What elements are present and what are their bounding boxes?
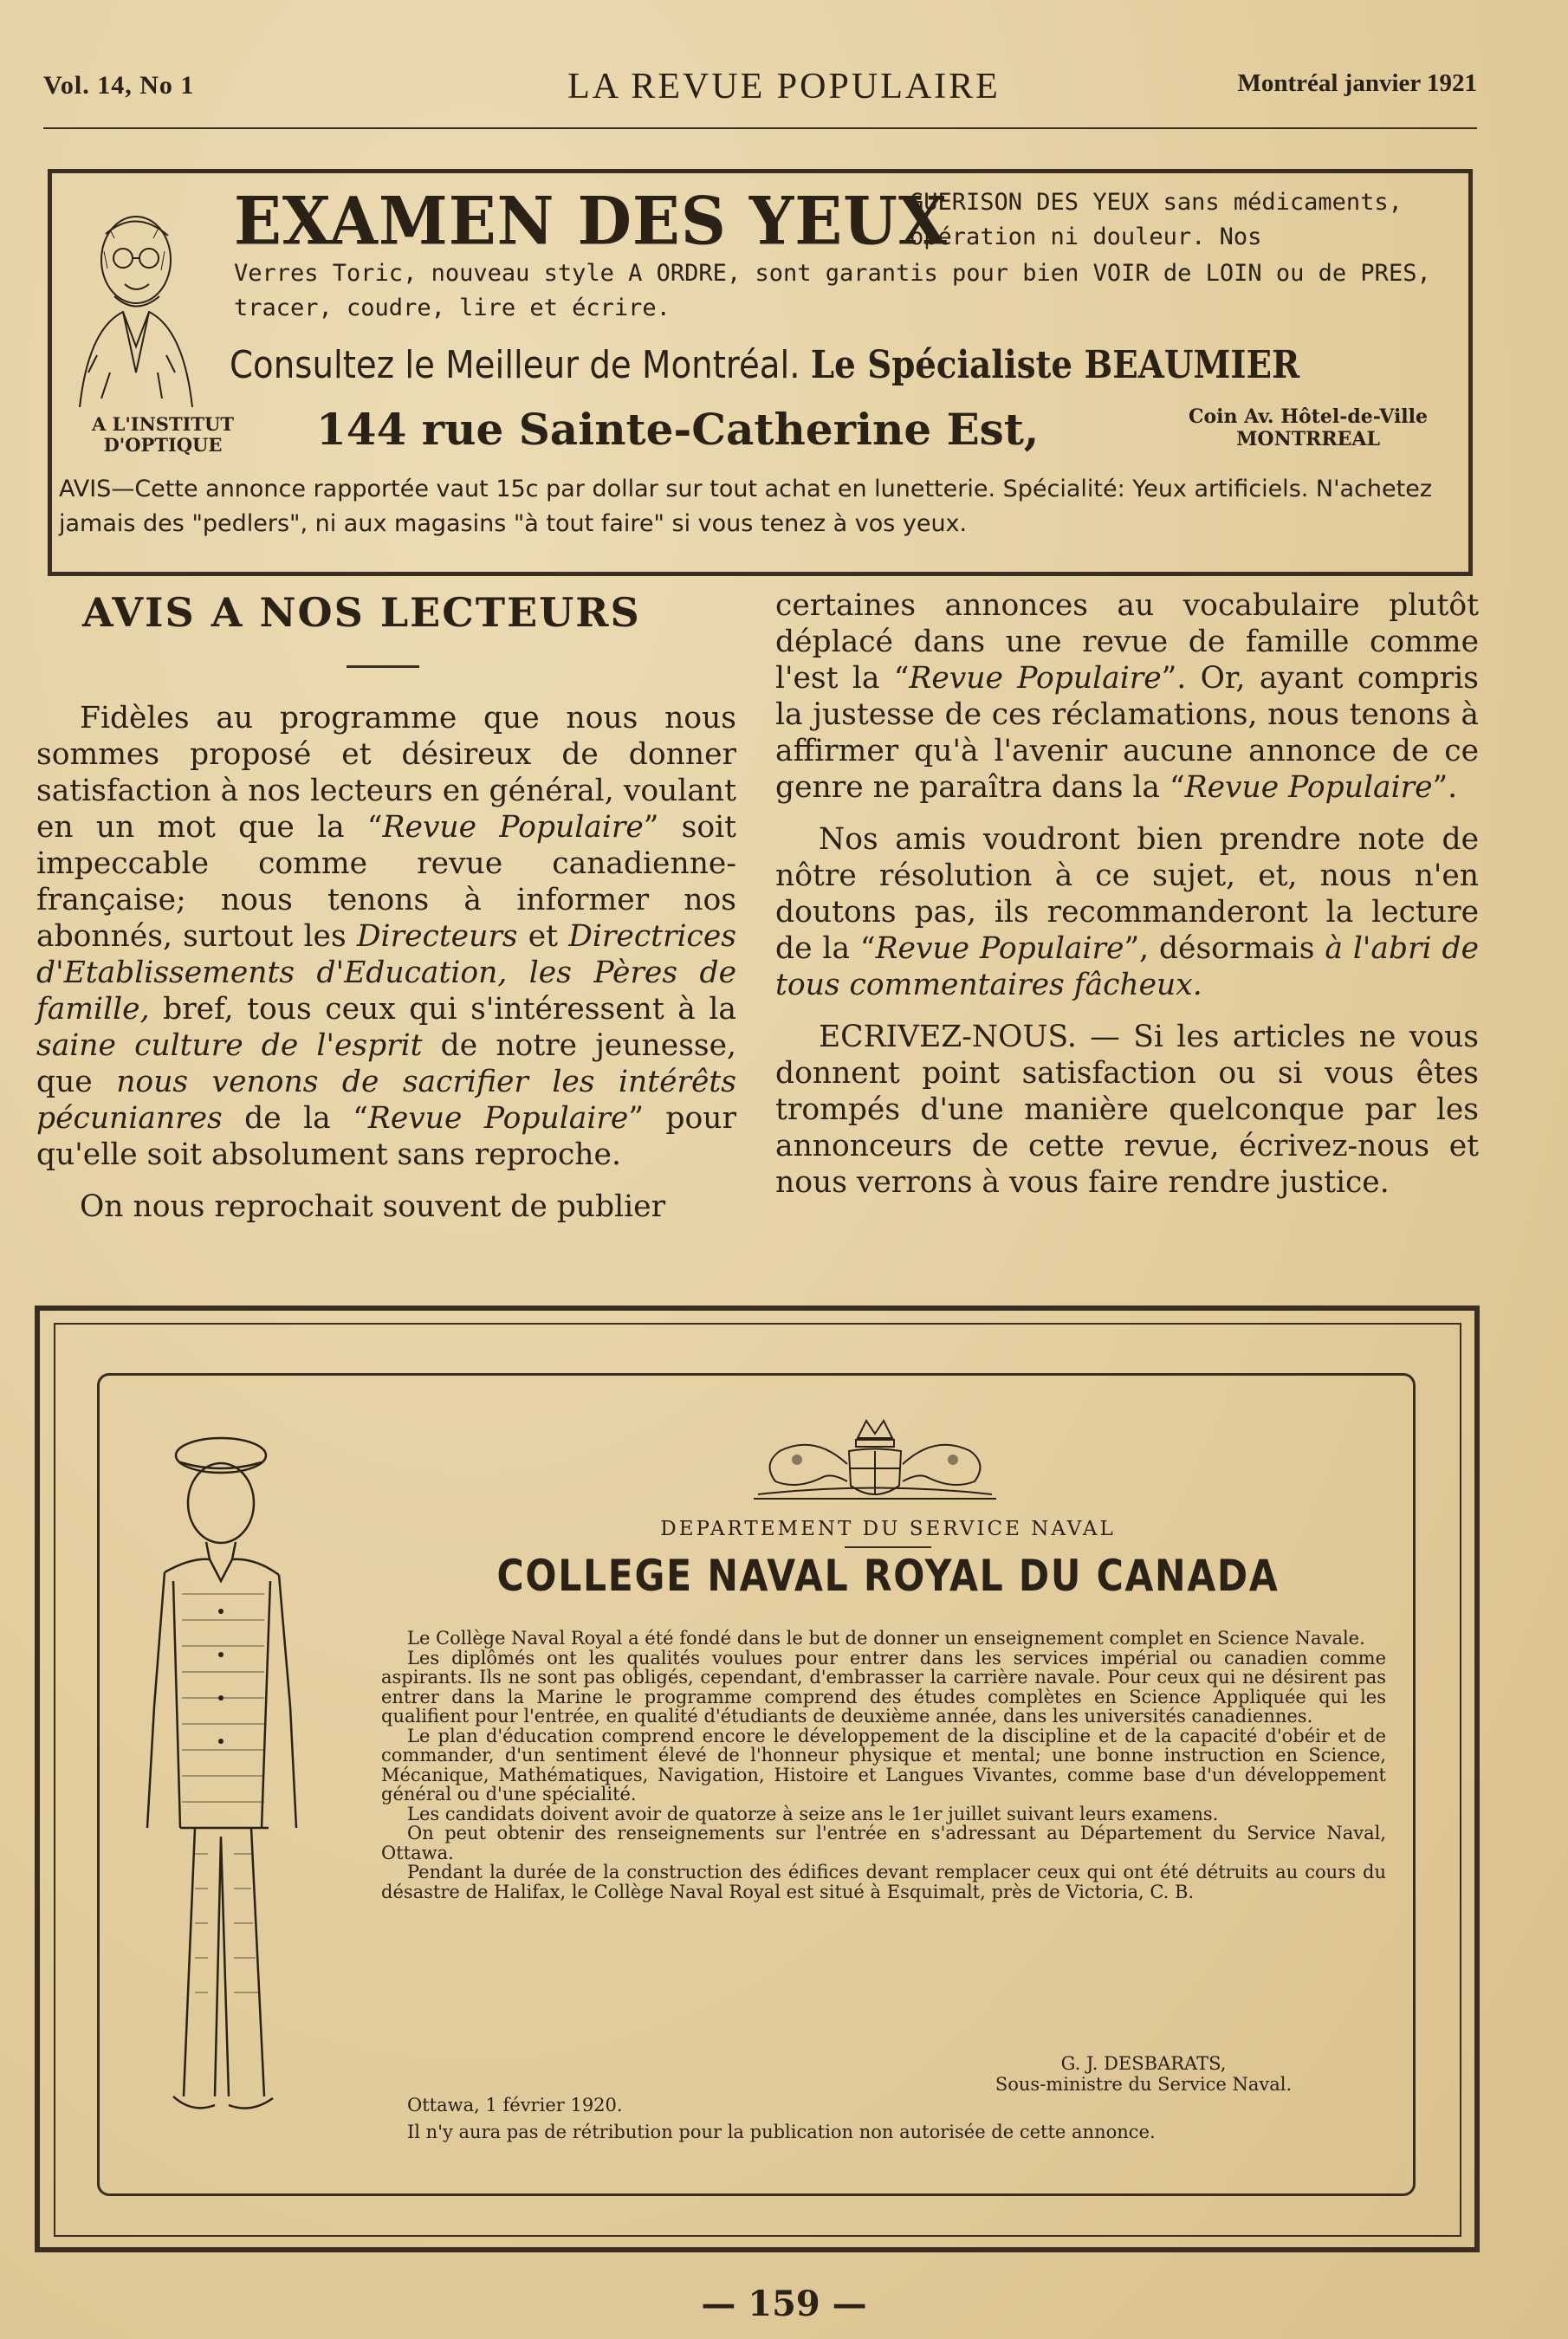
naval-ad-date: Ottawa, 1 février 1920. [407,2095,623,2115]
naval-paragraph: Le plan d'éducation comprend encore le développement de la discipline et de la capacité d'obéir et de commander, d'un sentiment élevé de l'honneur physique et mental; une bonne instruction en Science, Mécanique, Mathématiques, Navigation, Histoire et Langues Vivantes, comme base d'un développement général ou d'une spécialité. [381,1725,1386,1804]
street-address: 144 rue Sainte-Catherine Est, [316,404,1040,455]
italic-run: saine culture de l'esprit [36,1028,423,1063]
text-run: de la “ [222,1101,368,1136]
text-run: bref, tous ceux qui s'intéressent à la [149,992,736,1027]
italic-run: nous venons de sacrifier les intérêts pécunianres [36,1065,736,1136]
article-paragraph: On nous reprochait souvent de publier [80,1189,666,1224]
naval-paragraph: Pendant la durée de la construction des édifices devant remplacer ceux qui ont été détruits au cours du désastre de Halifax, le Collège Naval Royal est situé à Esquimalt, près de Victoria, C. B. [381,1862,1386,1902]
text-run: Fidèles au programme que nous nous sommes proposé et désireux de donner satisfaction à nos lecteurs en général, voulant en un mot que la “ [36,701,736,845]
italic-run: à l'abri de tous commentaires fâcheux. [775,931,1479,1002]
text-run: ”, désormais [1124,931,1325,966]
article-title: AVIS A NOS LECTEURS [82,589,641,636]
italic-run: Revue Populaire [909,661,1162,696]
naval-department-heading: DEPARTEMENT DU SERVICE NAVAL [660,1518,1116,1540]
italic-run: Revue Populaire [875,931,1124,966]
signature-block [901,2053,1386,2095]
text-run: Nos amis voudront bien prendre note de nôtre résolution à ce sujet, et, nous n'en doutons pas, ils recommanderont la lecture de la “ [775,822,1479,966]
article-paragraph: ECRIVEZ-NOUS. — Si les articles ne vous donnent point satisfaction ou si vous êtes trompés d'une manière quelconque par les annonceurs de cette revue, écrivez-nous et nous verrons à vous faire rendre justice. [775,1020,1479,1200]
article-left-column [36,700,736,1241]
article-right-column [775,587,1479,1216]
royal-crest-icon [745,1412,1005,1507]
consult-text: Consultez le Meilleur de Montréal. [230,343,800,387]
naval-ad-footnote: Il n'y aura pas de rétribution pour la publication non autorisée de cette annonce. [407,2122,1156,2142]
italic-run: Directrices d'Etablissements d'Education, les Pères de famille, [36,919,736,1027]
text-run: ” pour qu'elle soit absolument sans reproche. [36,1101,736,1172]
italic-run: Revue Populaire [1184,770,1433,805]
signatory-name: G. J. DESBARATS, [1060,2053,1227,2074]
text-run: ”. [1432,770,1458,805]
text-run: de notre jeunesse, que [36,1028,736,1099]
consult-line [230,343,1299,387]
naval-paragraph: On peut obtenir des renseignements sur l'entrée en s'adressant au Département du Service Naval, Ottawa. [381,1823,1386,1863]
article-paragraph [36,700,736,1173]
article-paragraph [775,821,1479,1003]
naval-paragraph: Les candidats doivent avoir de quatorze à seize ans le 1er juillet suivant leurs examens. [407,1803,1219,1824]
naval-paragraph: Les diplômés ont les qualités voulues pour entrer dans les services impérial ou canadien comme aspirants. Ils ne sont pas obligés, cependant, d'embrasser la carrière navale. Pour ceux qui ne désirent pas entrer dans la Marine le programme comprend des études complètes en Science Appliquée qui les qualifient pour l'entrée, en qualité d'étudiants de deuxième année, dans les universités canadiennes. [381,1647,1386,1727]
toric-lenses-text: Verres Toric, nouveau style A ORDRE, sont garantis pour bien VOIR de LOIN ou de PRES, tracer, coudre, lire et écrire. [234,260,1431,321]
volume-number: Vol. 14, No 1 [43,71,195,100]
article-paragraph [775,587,1479,806]
page-number: — 159 — [701,2284,867,2324]
text-run: certaines annonces au vocabulaire plutôt déplacé dans une revue de famille comme l'est la “ [775,588,1479,696]
text-run: ”. Or, ayant compris la justesse de ces réclamations, nous tenons à affirmer qu'à l'avenir aucune annonce de ce genre ne paraîtra dans la “ [775,661,1479,805]
naval-college-title: COLLEGE NAVAL ROYAL DU CANADA [496,1551,1280,1601]
eye-cure-text: GUERISON DES YEUX sans médicaments, opération ni douleur. Nos [910,189,1403,250]
text-run: et [517,919,569,954]
magazine-title: LA REVUE POPULAIRE [567,67,1001,107]
italic-run: Revue Populaire [382,810,644,845]
ad-notice: AVIS—Cette annonce rapportée vaut 15c par dollar sur tout achat en lunetterie. Spécialité: Yeux artificiels. N'achetez jamais des "pedlers", ni aux magasins "à tout faire" si vous tenez à vos yeux. [59,476,1433,537]
optician-portrait-illustration [62,199,210,407]
specialist-name: Le Spécialiste BEAUMIER [810,343,1300,387]
title-rule [845,1546,931,1548]
address-corner: Coin Av. Hôtel-de-Ville MONTRREAL [1188,405,1429,450]
naval-ad-body [381,1629,1386,1902]
text-run: ” soit impeccable comme revue canadienne-française; nous tenons à informer nos abonnés, surtout les [36,810,736,954]
header-rule [43,127,1477,129]
naval-paragraph: Le Collège Naval Royal a été fondé dans le but de donner un enseignement complet en Science Navale. [407,1628,1365,1649]
optics-institute: A L'INSTITUT D'OPTIQUE [91,413,234,456]
issue-date: Montréal janvier 1921 [1237,69,1477,97]
signatory-title: Sous-ministre du Service Naval. [995,2074,1293,2095]
eye-exam-headline: EXAMEN DES YEUX [234,181,948,260]
naval-cadet-illustration [113,1421,329,2140]
italic-run: Directeurs [356,919,518,954]
italic-run: Revue Populaire [367,1101,629,1136]
title-rule [347,665,419,668]
